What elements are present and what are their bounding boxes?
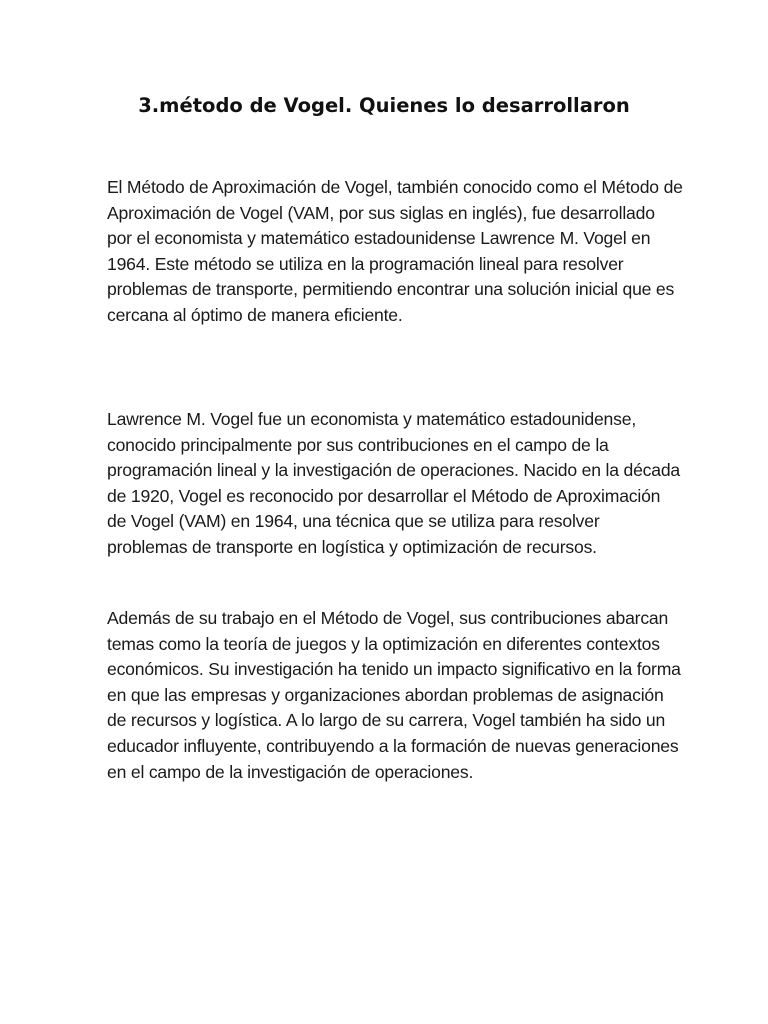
text-line: de 1920, Vogel es reconocido por desarrollar el Método de Aproximación: [107, 485, 661, 506]
text-line: educador influyente, contribuyendo a la formación de nuevas generaciones: [107, 735, 679, 756]
text-line: Aproximación de Vogel (VAM, por sus siglas en inglés), fue desarrollado: [107, 202, 655, 223]
text-line: cercana al óptimo de manera eficiente.: [107, 304, 403, 325]
text-line: problemas de transporte en logística y optimización de recursos.: [107, 536, 597, 557]
text-line: económicos. Su investigación ha tenido un impacto significativo en la forma: [107, 659, 681, 680]
text-line: de Vogel (VAM) en 1964, una técnica que se utiliza para resolver: [107, 511, 600, 532]
paragraph-vogel-method-intro: [107, 175, 697, 329]
document-title: 3.método de Vogel. Quienes lo desarrollaron: [138, 94, 630, 117]
text-line: problemas de transporte, permitiendo encontrar una solución inicial que es: [107, 279, 675, 300]
text-line: Lawrence M. Vogel fue un economista y matemático estadounidense,: [107, 409, 637, 429]
text-line: conocido principalmente por sus contribuciones en el campo de la: [107, 434, 609, 455]
paragraph-lawrence-vogel-bio: [107, 407, 697, 561]
text-line: de recursos y logística. A lo largo de su carrera, Vogel también ha sido un: [107, 710, 666, 731]
text-line: temas como la teoría de juegos y la optimización en diferentes contextos: [107, 633, 660, 654]
text-line: en que las empresas y organizaciones abordan problemas de asignación: [107, 684, 664, 705]
text-line: 1964. Este método se utiliza en la programación lineal para resolver: [107, 253, 624, 274]
text-line: programación lineal y la investigación de operaciones. Nacido en la década: [107, 460, 681, 481]
paragraph-vogel-contributions: [107, 606, 697, 785]
text-line: en el campo de la investigación de operaciones.: [107, 761, 474, 782]
text-line: por el economista y matemático estadounidense Lawrence M. Vogel en: [107, 228, 651, 249]
text-line: Además de su trabajo en el Método de Vogel, sus contribuciones abarcan: [107, 608, 669, 628]
text-line: El Método de Aproximación de Vogel, también conocido como el Método de: [107, 177, 683, 197]
